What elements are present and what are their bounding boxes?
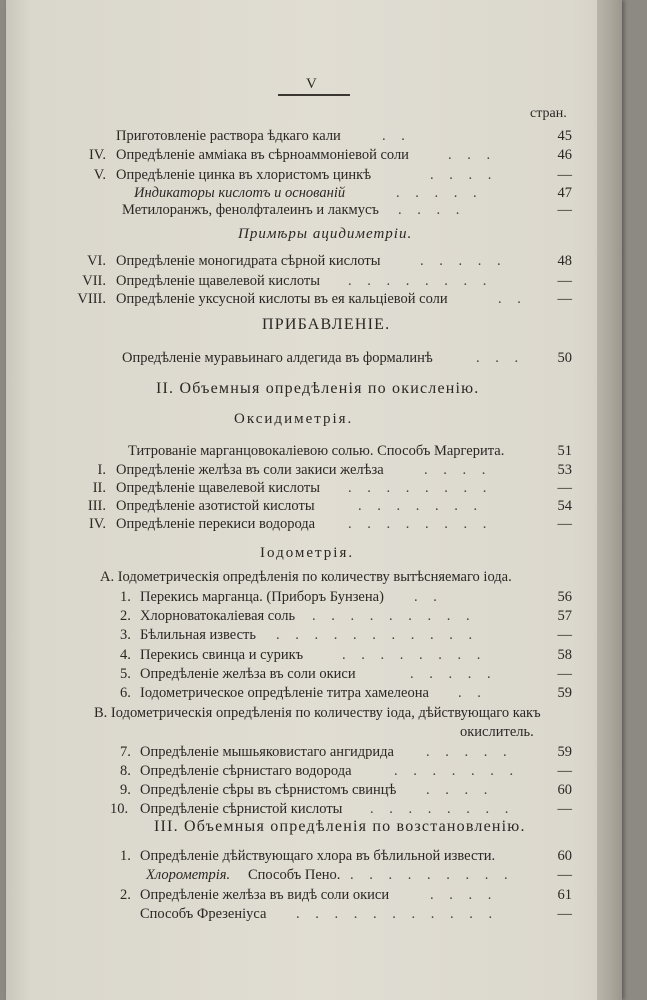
roman-numeral: V. xyxy=(93,167,106,183)
toc-entry-text: Индикаторы кислотъ и основаній xyxy=(134,185,346,201)
toc-entry-text: Опредѣленіе желѣза въ соли окиси xyxy=(140,666,356,682)
leader-dots: . . . . . xyxy=(396,185,483,201)
entry-number: 5. xyxy=(120,666,131,682)
toc-entry-text: Опредѣленіе желѣза въ соли закиси желѣза xyxy=(116,462,384,478)
toc-page: — xyxy=(557,763,572,779)
section-ii-heading: II. Объемныя опредѣленія по окисленію. xyxy=(156,380,480,397)
entry-number: 4. xyxy=(120,647,131,663)
toc-row xyxy=(6,846,606,866)
toc-entry-text: Опредѣленіе перекиси водорода xyxy=(116,516,316,532)
toc-entry-text: Опредѣленіе сѣры въ сѣрнистомъ свинцѣ xyxy=(140,782,397,798)
toc-row xyxy=(6,200,606,220)
leader-dots: . . . . xyxy=(424,462,492,478)
toc-entry-text: Метилоранжъ, фенолфталеинъ и лакмусъ xyxy=(122,202,379,218)
toc-page: 59 xyxy=(557,685,572,701)
toc-row xyxy=(6,683,606,703)
entry-number: 6. xyxy=(120,685,131,701)
subsection-b-heading-cont: окислитель. xyxy=(460,724,534,740)
toc-entry-italic-prefix: Хлорометрія. xyxy=(146,867,231,883)
appendix-heading: ПРИБАВЛЕНІЕ. xyxy=(262,316,391,333)
leader-dots: . . . . . . . . xyxy=(348,480,493,496)
subsection-a-heading-row xyxy=(6,567,606,587)
roman-numeral: III. xyxy=(87,498,106,514)
entry-number: 8. xyxy=(120,763,131,779)
book-page xyxy=(6,0,622,1000)
roman-numeral: VII. xyxy=(82,273,106,289)
toc-page: 60 xyxy=(557,848,572,864)
examples-heading: Примѣры ацидиметріи. xyxy=(238,226,413,242)
leader-dots: . . . . . . . xyxy=(394,763,520,779)
toc-row xyxy=(6,625,606,645)
toc-row xyxy=(6,885,606,905)
toc-entry-text: Опредѣленіе щавелевой кислоты xyxy=(116,273,320,289)
toc-page: 56 xyxy=(557,589,572,605)
toc-page: 61 xyxy=(557,887,572,903)
leader-dots: . . . . . xyxy=(426,744,513,760)
entry-number: 3. xyxy=(120,627,131,643)
toc-page: — xyxy=(557,202,572,218)
toc-row xyxy=(6,145,606,165)
toc-page: 54 xyxy=(557,498,572,514)
toc-entry-text: Опредѣленіе желѣза въ видѣ соли окиси xyxy=(140,887,390,903)
leader-dots: . . . xyxy=(448,147,497,163)
toc-entry-text: Опредѣленіе мышьяковистаго ангидрида xyxy=(140,744,394,760)
toc-page: 59 xyxy=(557,744,572,760)
toc-page: 60 xyxy=(557,782,572,798)
leader-dots: . . xyxy=(458,685,487,701)
toc-row xyxy=(6,606,606,626)
leader-dots: . . . . xyxy=(430,167,498,183)
toc-page: — xyxy=(557,906,572,922)
toc-entry-text: Способъ Фрезеніуса xyxy=(140,906,267,922)
toc-page: 46 xyxy=(557,147,572,163)
toc-row xyxy=(6,496,606,516)
toc-row xyxy=(6,165,606,185)
toc-page: 58 xyxy=(557,647,572,663)
toc-page: 47 xyxy=(557,185,572,201)
toc-row xyxy=(6,904,606,924)
roman-numeral: IV. xyxy=(88,147,106,163)
toc-row xyxy=(6,441,606,461)
subsection-a-heading: A. Іодометрическія опредѣленія по количеству вытѣсняемаго іода. xyxy=(100,569,512,585)
toc-page: — xyxy=(557,666,572,682)
toc-row xyxy=(6,664,606,684)
subsection-b-heading: B. Іодометрическія опредѣленія по количеству іода, дѣйствующаго какъ xyxy=(94,705,541,721)
iodometry-heading: Іодометрія. xyxy=(260,545,355,561)
subsection-b-heading-row xyxy=(6,703,606,723)
entry-number: 2. xyxy=(120,887,131,903)
toc-page: — xyxy=(557,867,572,883)
toc-entry-text: Бѣлильная известь xyxy=(140,627,256,643)
toc-entry-text: Опредѣленіе уксусной кислоты въ ея кальціевой соли xyxy=(116,291,448,307)
leader-dots: . . . . . . . . xyxy=(370,801,515,817)
pages-column-header: стран. xyxy=(530,106,567,121)
roman-numeral: II. xyxy=(92,480,106,496)
leader-dots: . . . . . . . . xyxy=(342,647,487,663)
leader-dots: . . . . . . . . xyxy=(348,516,493,532)
toc-page: 45 xyxy=(557,128,572,144)
leader-dots: . . . . . xyxy=(420,253,507,269)
leader-dots: . . . . xyxy=(426,782,494,798)
toc-row xyxy=(6,514,606,534)
toc-page: 51 xyxy=(557,443,572,459)
toc-row xyxy=(6,645,606,665)
toc-entry-text: Опредѣленіе муравьинаго алдегида въ формалинѣ xyxy=(122,350,433,366)
leader-dots: . . xyxy=(498,291,527,307)
toc-entry-text: Опредѣленіе моногидрата сѣрной кислоты xyxy=(116,253,381,269)
toc-row xyxy=(6,289,606,309)
toc-row xyxy=(6,761,606,781)
toc-entry-text: Титрованіе марганцовокаліевою солью. Способъ Маргерита. xyxy=(128,443,505,459)
leader-dots: . . . . . . . . . xyxy=(350,867,514,883)
toc-entry-text: Іодометрическое опредѣленіе титра хамелеона xyxy=(140,685,429,701)
leader-dots: . . . . . . . . . . . xyxy=(296,906,499,922)
toc-page: 57 xyxy=(557,608,572,624)
toc-row xyxy=(6,742,606,762)
toc-page: — xyxy=(557,480,572,496)
toc-entry-text: Способъ Пено. xyxy=(248,867,341,883)
toc-row xyxy=(6,126,606,146)
leader-dots: . . xyxy=(414,589,443,605)
toc-row xyxy=(6,478,606,498)
leader-dots: . . . . . . . . xyxy=(348,273,493,289)
roman-numeral: VIII. xyxy=(77,291,106,307)
toc-page: — xyxy=(557,801,572,817)
oxidimetry-heading: Оксидиметрія. xyxy=(234,411,354,427)
roman-numeral: IV. xyxy=(88,516,106,532)
leader-dots: . . . . . xyxy=(410,666,497,682)
toc-entry-text: Перекись свинца и сурикъ xyxy=(140,647,304,663)
entry-number: 9. xyxy=(120,782,131,798)
toc-row xyxy=(6,587,606,607)
toc-entry-text: Перекись марганца. (Приборъ Бунзена) xyxy=(140,589,384,605)
toc-row xyxy=(6,460,606,480)
toc-entry-text: Опредѣленіе цинка въ хлористомъ цинкѣ xyxy=(116,167,372,183)
toc-page: 53 xyxy=(557,462,572,478)
leader-dots: . . . . . . . xyxy=(358,498,484,514)
toc-entry-text: Опредѣленіе сѣрнистой кислоты xyxy=(140,801,343,817)
leader-dots: . . . . . . . . . . . xyxy=(276,627,479,643)
roman-numeral: I. xyxy=(97,462,106,478)
toc-row xyxy=(6,271,606,291)
leader-dots: . . . . xyxy=(398,202,466,218)
entry-number: 7. xyxy=(120,744,131,760)
header-rule xyxy=(278,94,350,96)
toc-row xyxy=(6,780,606,800)
leader-dots: . . . . xyxy=(430,887,498,903)
toc-entry-text: Опредѣленіе амміака въ сѣрноаммоніевой соли xyxy=(116,147,409,163)
toc-page: — xyxy=(557,627,572,643)
toc-page: — xyxy=(557,273,572,289)
toc-entry-text: Хлорноватокаліевая соль xyxy=(140,608,296,624)
toc-page: — xyxy=(557,167,572,183)
toc-page: — xyxy=(557,516,572,532)
toc-page: 50 xyxy=(557,350,572,366)
toc-page: — xyxy=(557,291,572,307)
toc-entry-text: Опредѣленіе дѣйствующаго хлора въ бѣлильной извести. xyxy=(140,848,496,864)
leader-dots: . . . . . . . . . xyxy=(312,608,476,624)
roman-numeral: VI. xyxy=(87,253,106,269)
page-number: V xyxy=(306,76,317,92)
entry-number: 2. xyxy=(120,608,131,624)
toc-page: 48 xyxy=(557,253,572,269)
toc-row xyxy=(6,348,606,368)
section-iii-heading: III. Объемныя опредѣленія по возстановленію. xyxy=(154,818,526,835)
toc-row xyxy=(6,865,606,885)
leader-dots: . . . xyxy=(476,350,525,366)
subsection-b-heading-row-2 xyxy=(6,722,606,742)
toc-entry-text: Опредѣленіе азотистой кислоты xyxy=(116,498,315,514)
entry-number: 1. xyxy=(120,589,131,605)
entry-number: 1. xyxy=(120,848,131,864)
toc-entry-text: Приготовленіе раствора ѣдкаго кали xyxy=(116,128,341,144)
toc-entry-text: Опредѣленіе щавелевой кислоты xyxy=(116,480,320,496)
leader-dots: . . xyxy=(382,128,411,144)
entry-number: 10. xyxy=(110,801,129,817)
toc-row xyxy=(6,799,606,819)
toc-row xyxy=(6,251,606,271)
toc-entry-text: Опредѣленіе сѣрнистаго водорода xyxy=(140,763,352,779)
